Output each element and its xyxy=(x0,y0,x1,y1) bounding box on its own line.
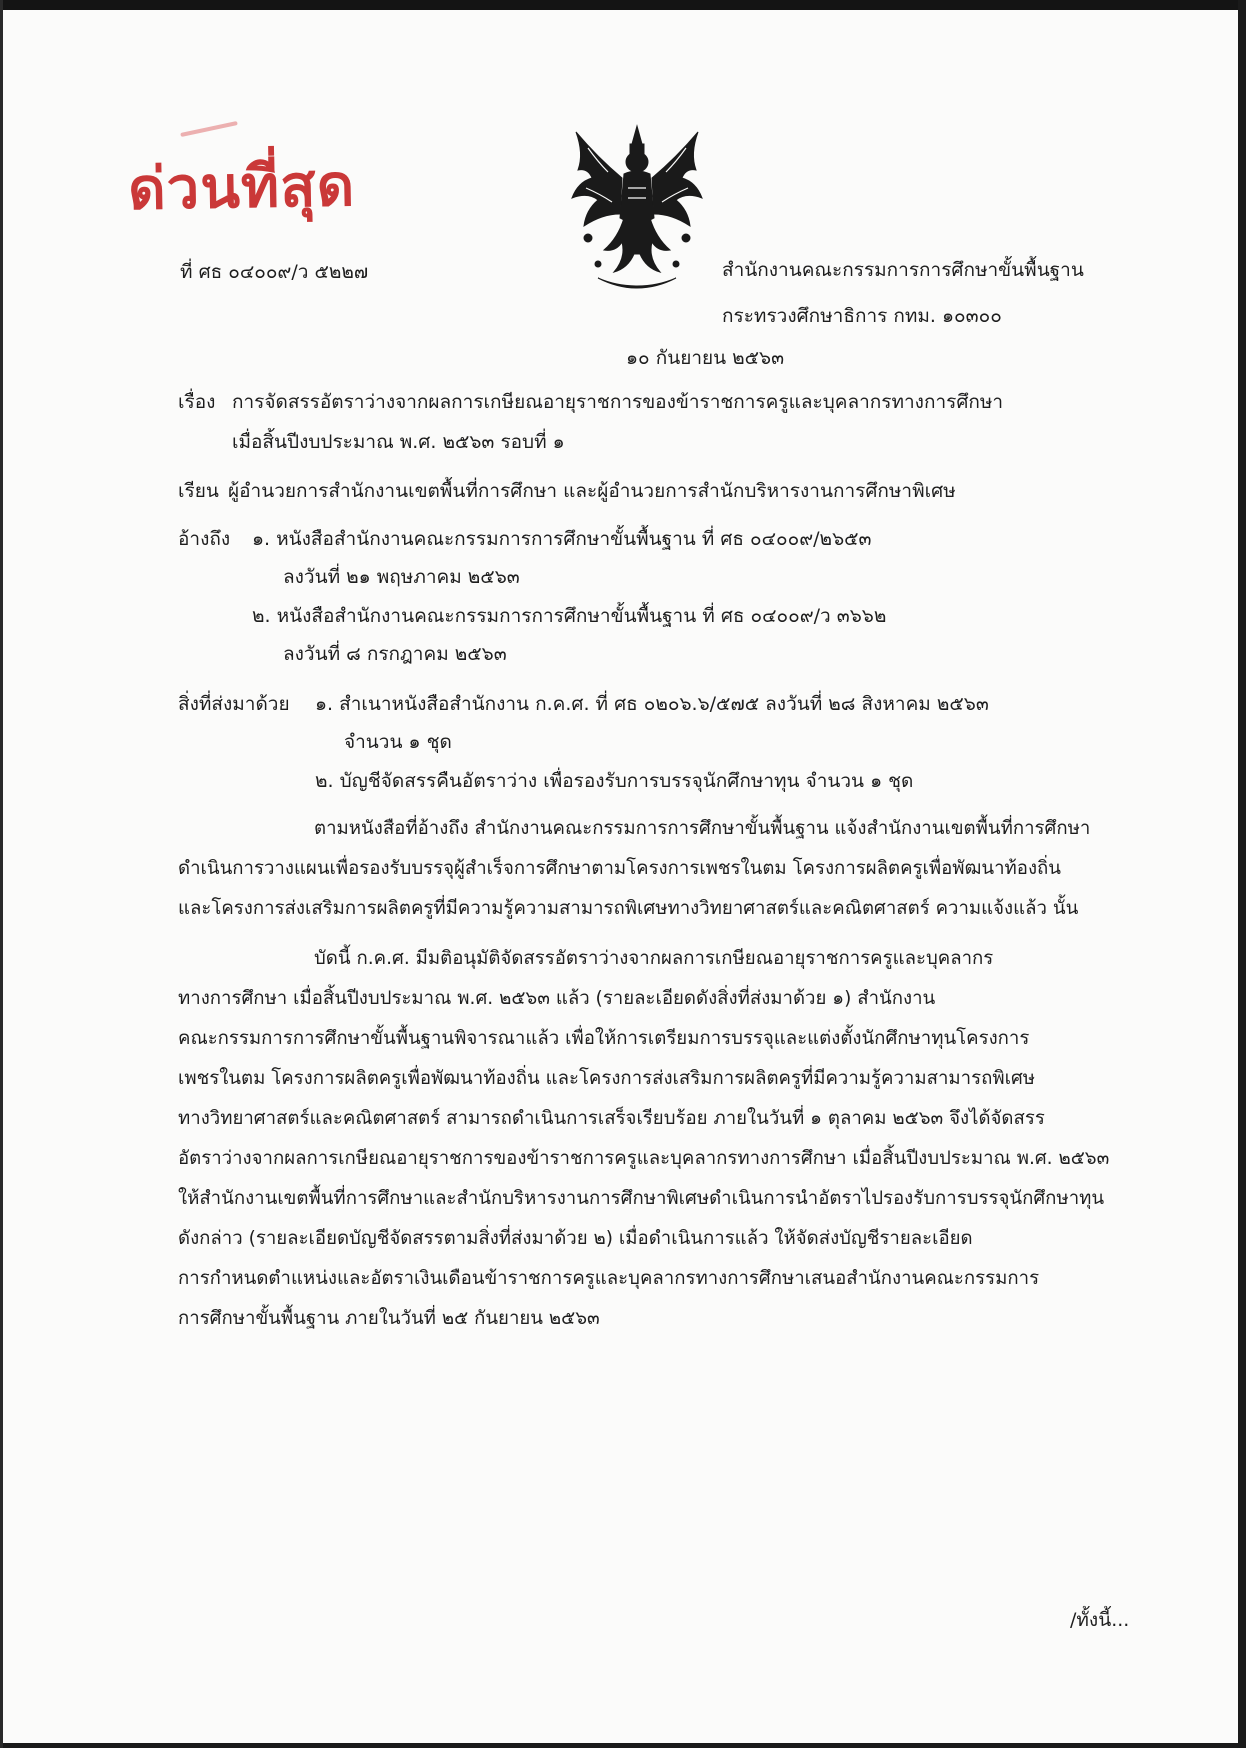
document-date: ๑๐ กันยายน ๒๕๖๓ xyxy=(626,347,785,369)
body-paragraph-1 xyxy=(178,809,1128,929)
enclosure-item-1: ๑. สำเนาหนังสือสำนักงาน ก.ค.ศ. ที่ ศธ ๐๒๐๖.๖/๕๗๕ ลงวันที่ ๒๘ สิงหาคม ๒๕๖๓ xyxy=(315,693,989,715)
paragraph-2-line: ทางการศึกษา เมื่อสิ้นปีงบประมาณ พ.ศ. ๒๕๖๓ แล้ว (รายละเอียดดังสิ่งที่ส่งมาด้วย ๑) สำนักงาน xyxy=(178,988,936,1009)
paragraph-1-line: ตามหนังสือที่อ้างถึง สำนักงานคณะกรรมการการศึกษาขั้นพื้นฐาน แจ้งสำนักงานเขตพื้นที่การศึกษา xyxy=(314,818,1091,839)
reference-item-2-date: ลงวันที่ ๘ กรกฎาคม ๒๕๖๓ xyxy=(283,643,507,665)
paragraph-1-line: ดำเนินการวางแผนเพื่อรองรับบรรจุผู้สำเร็จการศึกษาตามโครงการเพชรในตม โครงการผลิตครูเพื่อพัฒนาท้องถิ่น xyxy=(178,858,1061,879)
paragraph-2-line: คณะกรรมการการศึกษาขั้นพื้นฐานพิจารณาแล้ว เพื่อให้การเตรียมการบรรจุและแต่งตั้งนักศึกษาทุนโครงการ xyxy=(178,1028,1030,1049)
paragraph-1-line: และโครงการส่งเสริมการผลิตครูที่มีความรู้ความสามารถพิเศษทางวิทยาศาสตร์และคณิตศาสตร์ ความแจ้งแล้ว นั้น xyxy=(178,898,1079,919)
scan-edge-left xyxy=(0,0,3,1748)
paragraph-2-line: ให้สำนักงานเขตพื้นที่การศึกษาและสำนักบริหารงานการศึกษาพิเศษดำเนินการนำอัตราไปรองรับการบรรจุนักศึกษาทุน xyxy=(178,1188,1105,1209)
ministry-address: กระทรวงศึกษาธิการ กทม. ๑๐๓๐๐ xyxy=(722,305,1002,327)
continuation-marker: /ทั้งนี้... xyxy=(1070,1609,1130,1631)
references-label: อ้างถึง xyxy=(178,528,231,550)
body-paragraph-2 xyxy=(178,939,1128,1339)
scan-edge-top xyxy=(0,0,1246,10)
paragraph-2-line: อัตราว่างจากผลการเกษียณอายุราชการของข้าราชการครูและบุคลากรทางการศึกษา เมื่อสิ้นปีงบประมาณ พ.ศ. ๒๕๖๓ xyxy=(178,1148,1110,1169)
paragraph-2-line: การศึกษาขั้นพื้นฐาน ภายในวันที่ ๒๕ กันยายน ๒๕๖๓ xyxy=(178,1308,600,1329)
paragraph-2-line: ทางวิทยาศาสตร์และคณิตศาสตร์ สามารถดำเนินการเสร็จเรียบร้อย ภายในวันที่ ๑ ตุลาคม ๒๕๖๓ จึงได้จัดสรร xyxy=(178,1108,1045,1129)
reference-number: ที่ ศธ ๐๔๐๐๙/ว ๕๒๒๗ xyxy=(180,261,369,283)
scan-edge-bottom xyxy=(0,1743,1246,1748)
agency-name: สำนักงานคณะกรรมการการศึกษาขั้นพื้นฐาน xyxy=(722,259,1084,281)
paragraph-2-line: ดังกล่าว (รายละเอียดบัญชีจัดสรรตามสิ่งที่ส่งมาด้วย ๒) เมื่อดำเนินการแล้ว ให้จัดส่งบัญชีรายละเอียด xyxy=(178,1228,973,1249)
reference-item-1: ๑. หนังสือสำนักงานคณะกรรมการการศึกษาขั้นพื้นฐาน ที่ ศธ ๐๔๐๐๙/๒๖๕๓ xyxy=(252,528,872,550)
scan-edge-right xyxy=(1238,0,1246,1748)
paragraph-2-line: การกำหนดตำแหน่งและอัตราเงินเดือนข้าราชการครูและบุคลากรทางการศึกษาเสนอสำนักงานคณะกรรมการ xyxy=(178,1268,1040,1289)
reference-item-1-date: ลงวันที่ ๒๑ พฤษภาคม ๒๕๖๓ xyxy=(283,566,520,588)
subject-line-1: การจัดสรรอัตราว่างจากผลการเกษียณอายุราชการของข้าราชการครูและบุคลากรทางการศึกษา xyxy=(232,391,1004,413)
urgent-stamp: ด่วนที่สุด xyxy=(127,151,356,223)
enclosures-label: สิ่งที่ส่งมาด้วย xyxy=(178,693,290,715)
subject-line-2: เมื่อสิ้นปีงบประมาณ พ.ศ. ๒๕๖๓ รอบที่ ๑ xyxy=(232,431,565,453)
enclosure-item-2: ๒. บัญชีจัดสรรคืนอัตราว่าง เพื่อรองรับการบรรจุนักศึกษาทุน จำนวน ๑ ชุด xyxy=(315,770,914,792)
garuda-emblem-icon xyxy=(558,118,716,302)
stamp-smudge xyxy=(180,121,238,137)
paragraph-2-line: บัดนี้ ก.ค.ศ. มีมติอนุมัติจัดสรรอัตราว่างจากผลการเกษียณอายุราชการครูและบุคลากร xyxy=(314,948,994,969)
to-label: เรียน xyxy=(178,480,219,502)
to-text: ผู้อำนวยการสำนักงานเขตพื้นที่การศึกษา และผู้อำนวยการสำนักบริหารงานการศึกษาพิเศษ xyxy=(228,480,956,502)
reference-item-2: ๒. หนังสือสำนักงานคณะกรรมการการศึกษาขั้นพื้นฐาน ที่ ศธ ๐๔๐๐๙/ว ๓๖๖๒ xyxy=(252,605,887,627)
subject-label: เรื่อง xyxy=(178,391,216,413)
enclosure-item-1-qty: จำนวน ๑ ชุด xyxy=(344,731,452,753)
paragraph-2-line: เพชรในตม โครงการผลิตครูเพื่อพัฒนาท้องถิ่น และโครงการส่งเสริมการผลิตครูที่มีความรู้ความสามารถพิเศษ xyxy=(178,1068,1036,1089)
